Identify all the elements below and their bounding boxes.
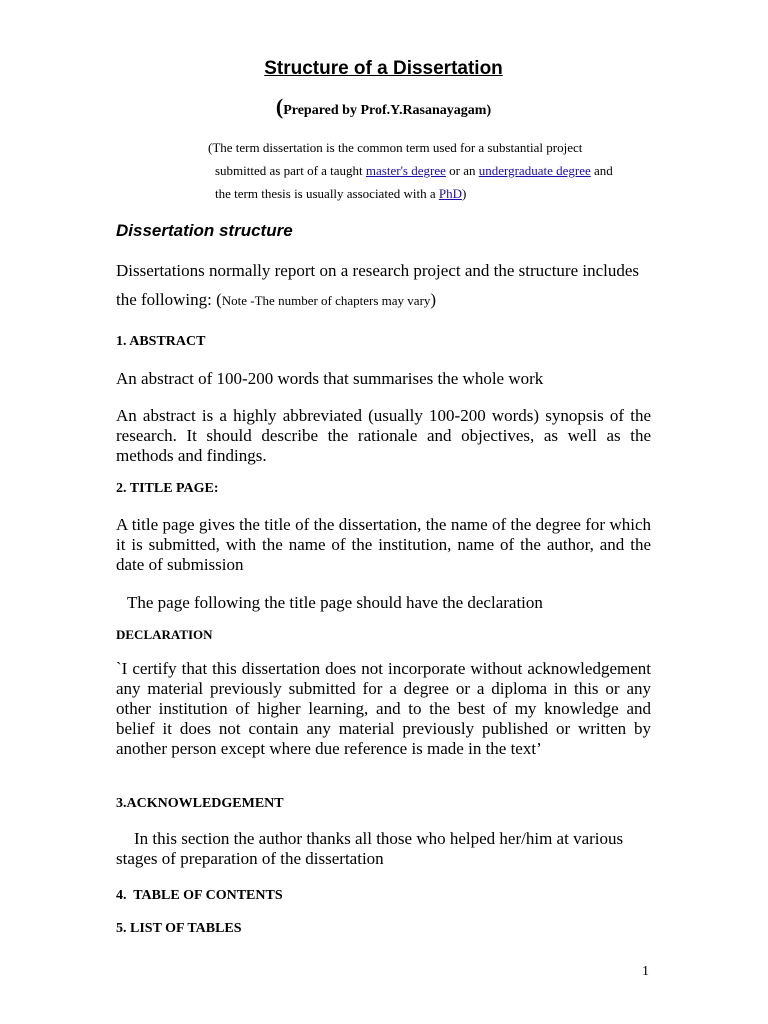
- document-title: Structure of a Dissertation: [264, 58, 503, 79]
- toc-heading: 4. TABLE OF CONTENTS: [116, 888, 283, 903]
- prepared-by: [116, 94, 651, 120]
- prepared-by-text: Prepared by Prof.Y.Rasanayagam): [283, 103, 492, 118]
- abstract-paragraph-1: An abstract of 100-200 words that summarises the whole work: [116, 369, 544, 388]
- phd-link[interactable]: PhD: [438, 186, 462, 201]
- declaration-text: `I certify that this dissertation does not incorporate without acknowledgement any material previously submitted for a degree or a diploma in this or any other institution of higher learning, and to the best of my knowledge and belief it does not contain any material previously published or written by another person except where due reference is made in the text’: [116, 659, 651, 758]
- note-line-3: [208, 182, 658, 205]
- note-line-2-end: and: [590, 163, 613, 178]
- page-number: 1: [642, 964, 649, 979]
- note-line-3-text: the term thesis is usually associated with a: [215, 186, 439, 201]
- prepared-open-paren: (: [275, 94, 284, 119]
- note-line-2-text: submitted as part of a taught: [215, 163, 366, 178]
- note-line-2-mid: or an: [445, 163, 479, 178]
- acknowledgement-heading: 3.ACKNOWLEDGEMENT: [116, 796, 284, 811]
- intro-paragraph: [116, 256, 651, 315]
- title-page-paragraph-1: A title page gives the title of the dissertation, the name of the degree for which it is submitted, with the name of the institution, name of the author, and the date of submission: [116, 515, 651, 574]
- acknowledgement-text: In this section the author thanks all those who helped her/him at various stages of preparation of the dissertation: [116, 829, 624, 868]
- list-of-tables-heading: 5. LIST OF TABLES: [116, 921, 242, 936]
- title-page-paragraph-2: The page following the title page should have the declaration: [127, 593, 543, 612]
- abstract-paragraph-2: An abstract is a highly abbreviated (usually 100-200 words) synopsis of the research. It should describe the rationale and objectives, as well as the methods and findings.: [116, 406, 651, 465]
- abstract-heading: 1. ABSTRACT: [116, 334, 206, 349]
- declaration-heading: DECLARATION: [116, 627, 213, 642]
- note-line-3-end: ): [461, 186, 467, 201]
- intro-close: ): [430, 290, 437, 309]
- intro-note: Note -The number of chapters may vary: [221, 293, 431, 308]
- note-line-1: (The term dissertation is the common term used for a substantial project: [208, 140, 583, 155]
- masters-degree-link[interactable]: master's degree: [365, 163, 446, 178]
- note-line-2: [208, 159, 658, 182]
- undergraduate-degree-link[interactable]: undergraduate degree: [478, 163, 591, 178]
- intro-text: Dissertations normally report on a research project and the structure includes the following: (: [116, 261, 640, 309]
- section-title: Dissertation structure: [116, 221, 293, 240]
- term-note: [208, 136, 658, 205]
- title-page-heading: 2. TITLE PAGE:: [116, 481, 219, 496]
